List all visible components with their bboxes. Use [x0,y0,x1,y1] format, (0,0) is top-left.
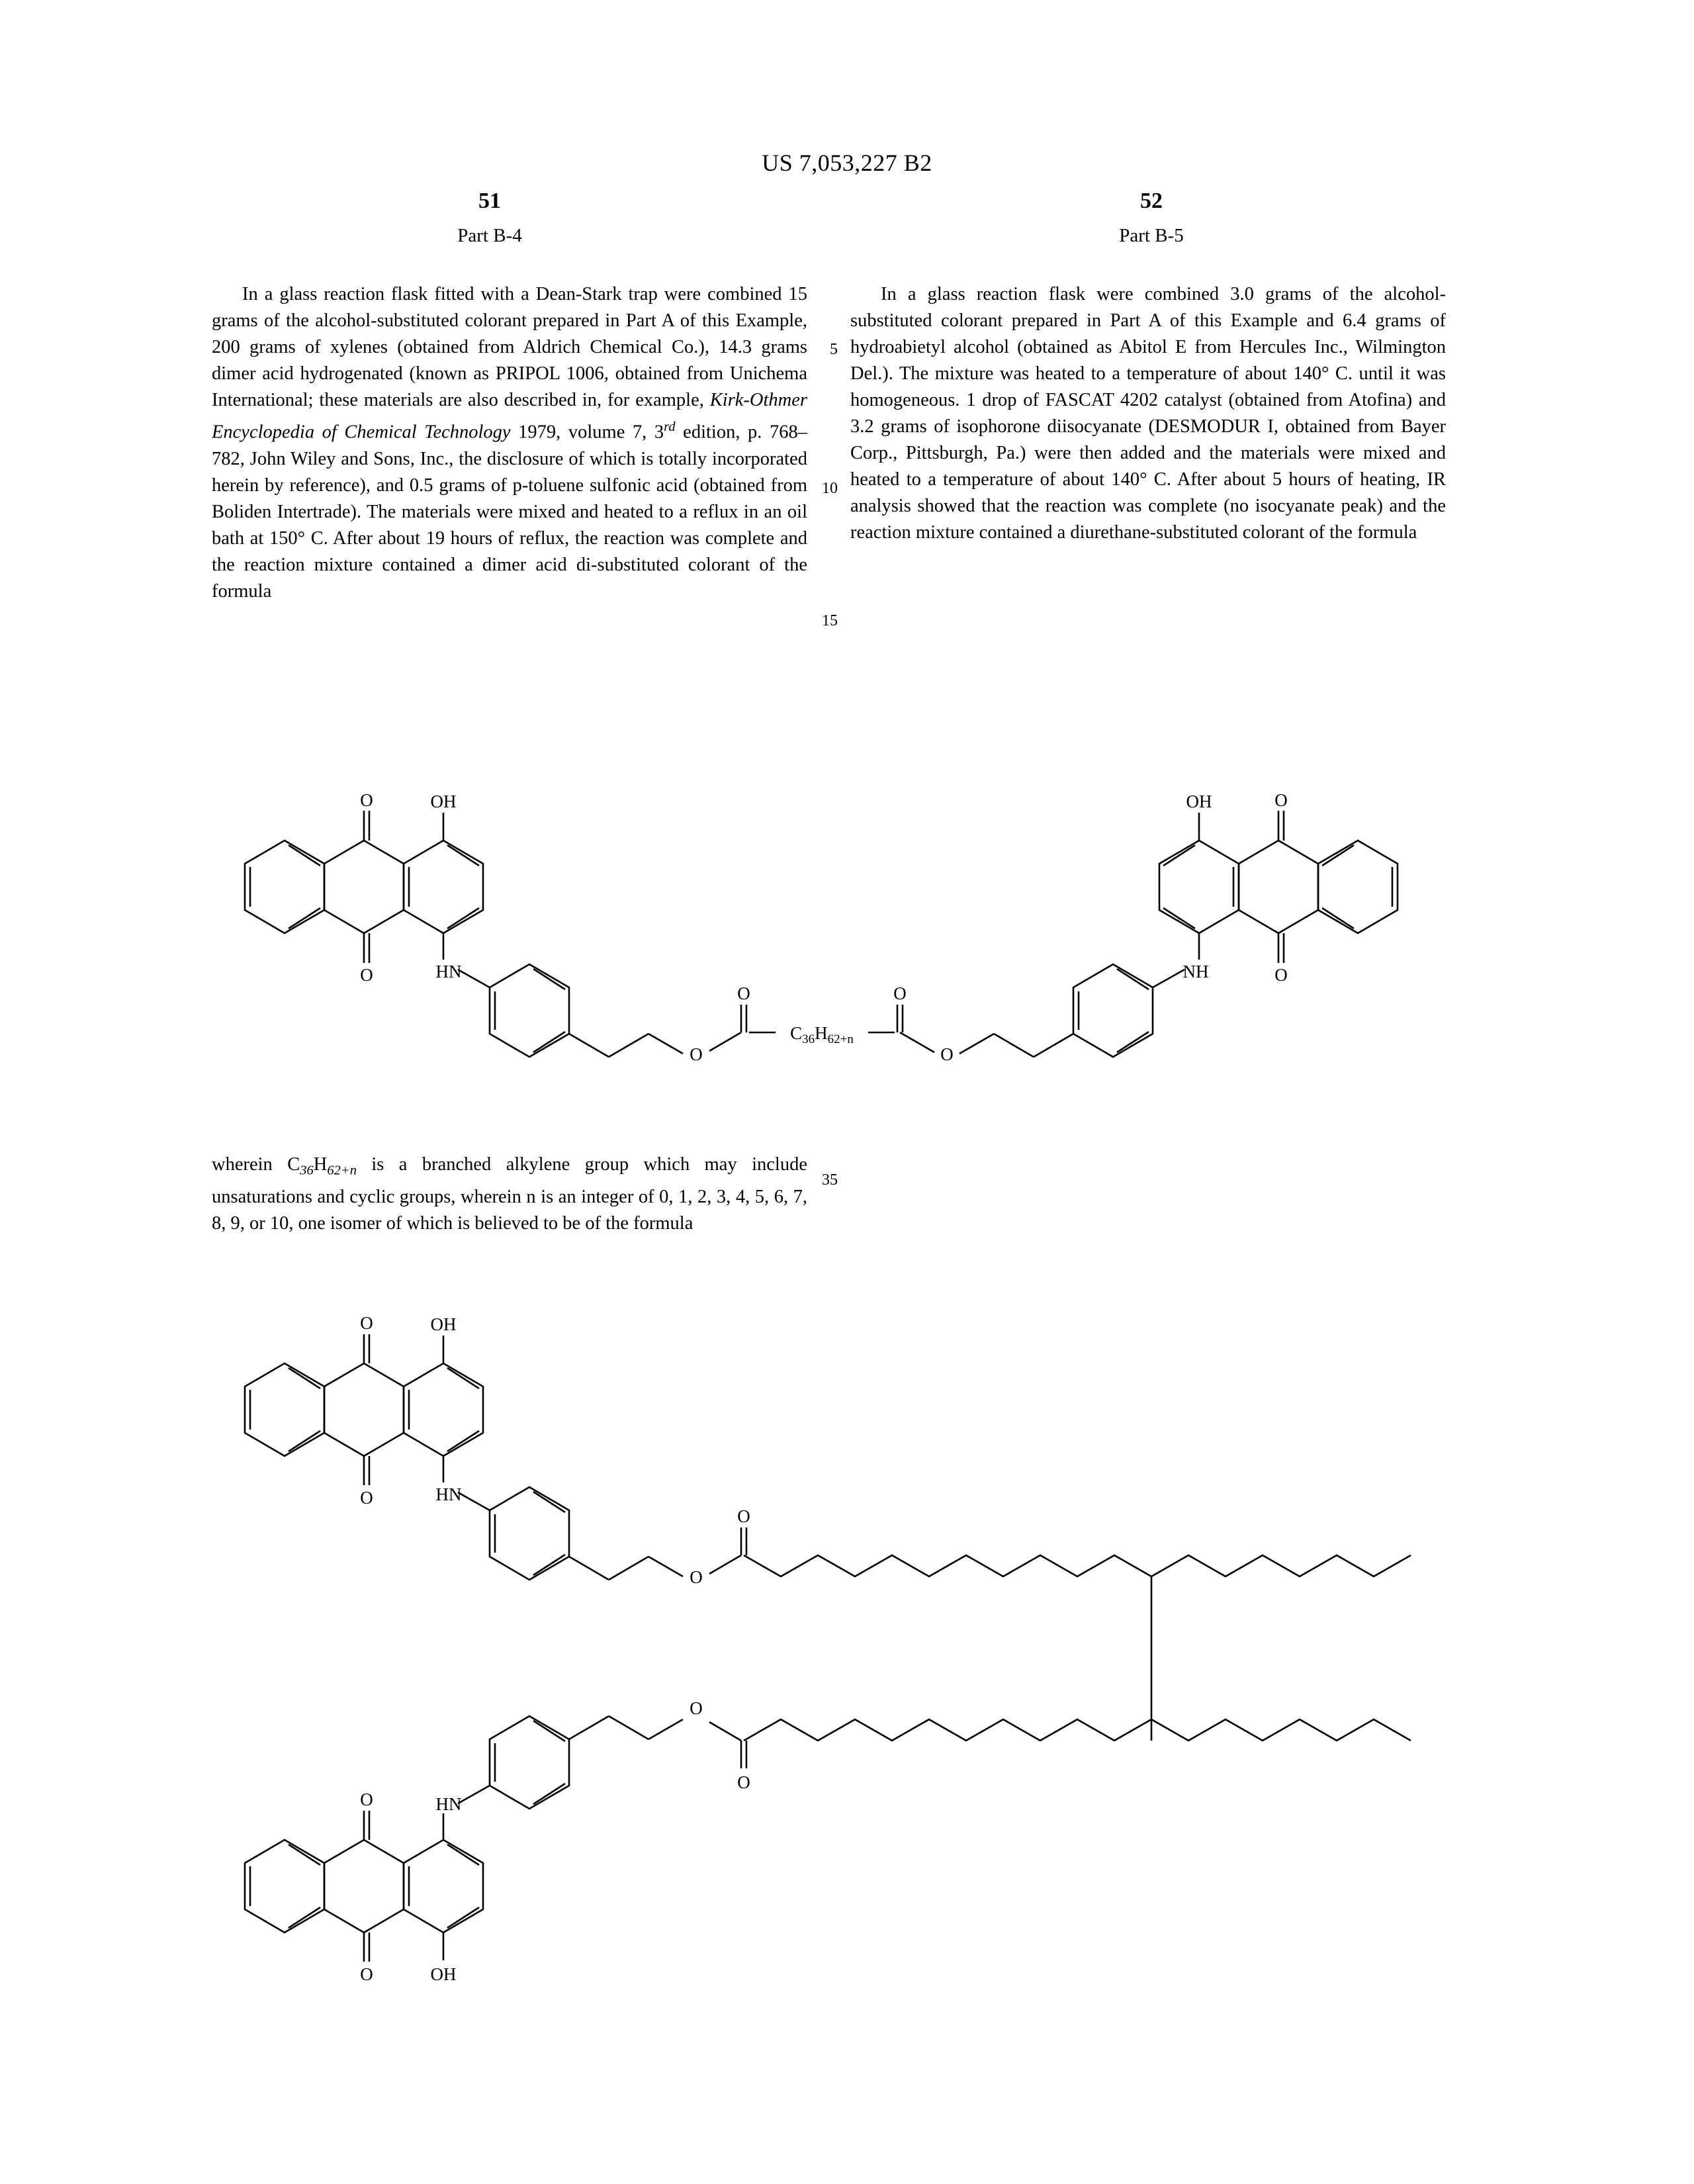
label-oh-bottom: OH [430,1964,457,1984]
label-o-left-top: O [360,790,373,810]
label-o-right-bottom: O [1274,965,1288,985]
label-carbonyl-o-left: O [737,983,750,1003]
isomer-structure [212,1277,1469,2025]
label-nh-right: NH [1182,962,1209,981]
label-o-top-1: O [360,1313,373,1333]
part-heading-left: Part B-4 [457,225,522,246]
wherein-paragraph [212,1152,807,1237]
left-paragraph-part1: In a glass reaction flask fitted with a Dean-Stark trap were combined 15 grams of the alcohol-substituted colorant prepared in Part A of this Example, 200 grams of xylenes (obtained from Aldrich Chemical Co.), 14.3 grams dimer acid hydrogenated (known as PRIPOL 1006, obtained from Unichema International; these materials are also described in, for example, [212,284,807,410]
label-o-bottom-1: O [360,1790,373,1809]
label-oh-left-top: OH [430,792,457,811]
ordinal-superscript: rd [664,420,676,434]
line-number-10: 10 [822,480,838,497]
line-number-5: 5 [830,341,838,358]
column-number-right: 52 [1140,189,1163,213]
wherein-part-b: H [313,1154,328,1175]
label-chain-formula: $C_{36}H_{62+n}$ [790,1023,854,1046]
label-hn-top: HN [435,1484,462,1504]
label-oh-right-top: OH [1186,792,1212,811]
column-number-left: 51 [478,189,501,213]
label-ester-o-left: O [690,1044,703,1064]
label-hn-left: HN [435,962,462,981]
label-o-right-top: O [1274,790,1288,810]
right-column-body [850,281,1446,546]
line-number-15: 15 [822,612,838,629]
line-number-35: 35 [822,1171,838,1189]
wherein-sub-62n: 62+n [327,1163,357,1178]
right-paragraph: In a glass reaction flask were combined 3.0 grams of the alcohol-substituted colorant prepared in Part A of this Example and 6.4 grams of hydroabietyl alcohol (obtained as Abitol E from Hercules Inc., Wilmington Del.). The mixture was heated to a temperature of about 140° C. until it was homogeneous. 1 drop of FASCAT 4202 catalyst (obtained from Atofina) and 3.2 grams of isophorone diisocyanate (DESMODUR I, obtained from Bayer Corp., Pittsburgh, Pa.) were then added and the materials were mixed and heated to a temperature of about 140° C. After about 5 hours of heating, IR analysis showed that the reaction was complete (no isocyanate peak) and the reaction mixture contained a diurethane-substituted colorant of the formula [850,284,1446,543]
wherein-sub-36: 36 [300,1163,314,1178]
patent-number: US 7,053,227 B2 [762,150,932,176]
part-heading-right: Part B-5 [1119,225,1184,246]
label-carbonyl-o-top: O [737,1506,750,1526]
left-paragraph-part2: 1979, volume 7, 3 [510,422,664,443]
label-ester-o-right: O [940,1044,954,1064]
label-o-left-bottom: O [360,965,373,985]
left-column-body [212,281,807,605]
left-paragraph-part3: edition, p. 768–782, John Wiley and Sons, Inc., the disclosure of which is totally incorporated herein by reference), and 0.5 grams of p-toluene sulfonic acid (obtained from Boliden Intertrade). The materials were mixed and heated to a reflux in an oil bath at 150° C. After about 19 hours of reflux, the reaction was complete and the reaction mixture contained a dimer acid di-substituted colorant of the formula [212,422,807,602]
label-carbonyl-o-right: O [893,983,907,1003]
wherein-part-a: wherein C [212,1154,300,1175]
wherein-part-c: is a branched alkylene group which may include unsaturations and cyclic groups, wherein n is an integer of 0, 1, 2, 3, 4, 5, 6, 7, 8, 9, or 10, one isomer of which is believed to be of the formula [212,1154,807,1234]
dimer-acid-disubstituted-colorant-structure [212,741,1469,1105]
label-oh-top: OH [430,1314,457,1334]
label-ester-o-bottom: O [690,1698,703,1718]
label-carbonyl-o-bottom: O [737,1772,750,1792]
label-o-top-2: O [360,1488,373,1508]
citation-title: Kirk-Othmer Encyclopedia of Chemical Technology [212,390,807,443]
label-o-bottom-2: O [360,1964,373,1984]
label-ester-o-top: O [690,1567,703,1587]
label-hn-bottom: HN [435,1794,462,1814]
